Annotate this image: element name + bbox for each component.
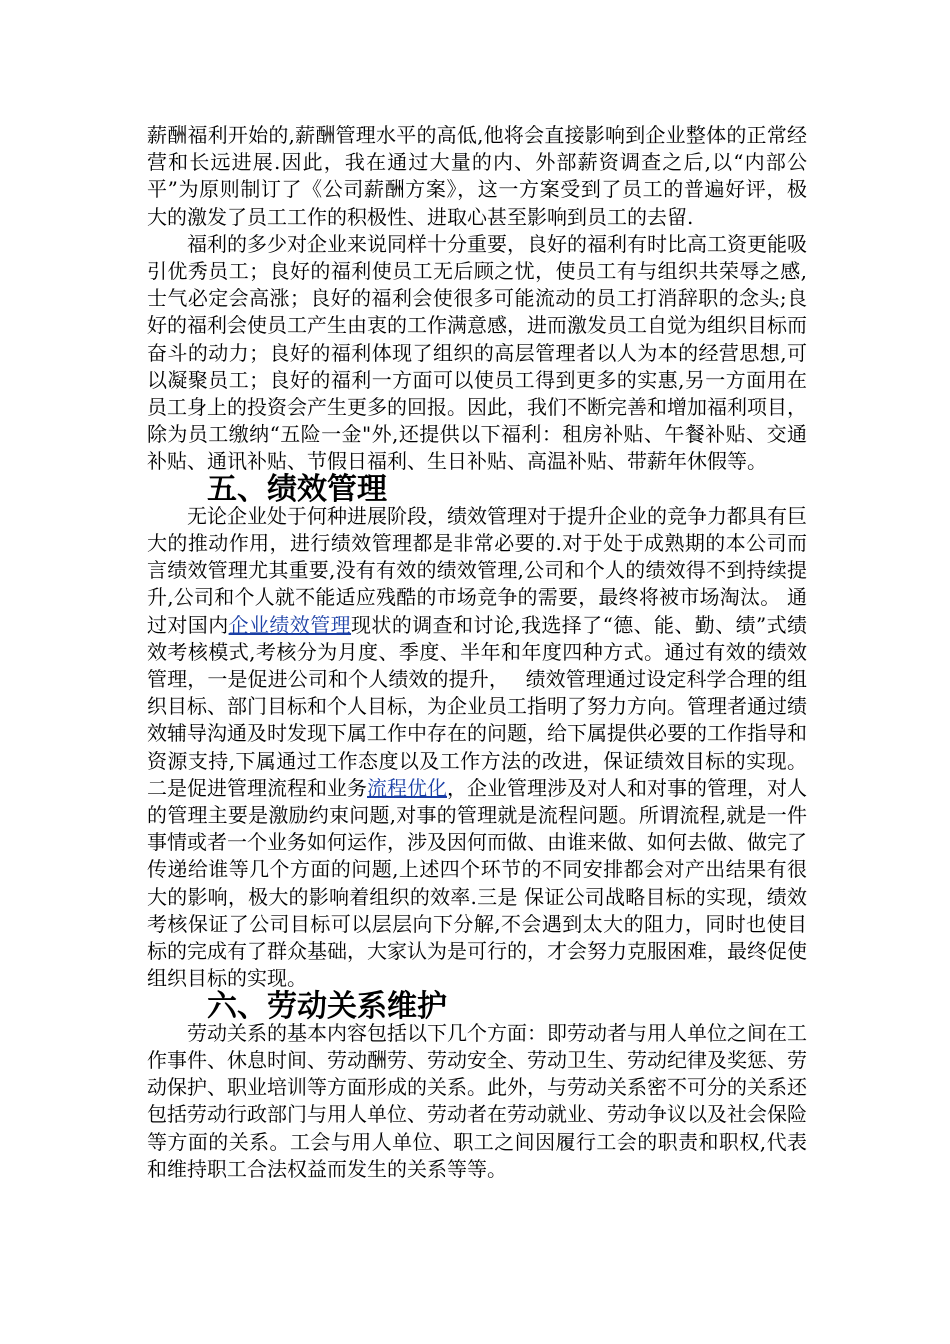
performance-text-part3: ，企业管理涉及对人和对事的管理，对人的管理主要是激励约束问题,对事的管理就是流程问题。所谓流程,就是一件事情或者一个业务如何运作，涉及因何而做、由谁来做、如何去做、做完了传递给谁等几个方面的问题,上述四个环节的不同安排都会对产出结果有很大的影响，极大的影响着组织的效率.三是 保证公司战略目标的实现，绩效考核保证了公司目标可以层层向下分解,不会遇到太大的阻力，同时也使目标的完成有了群众基础，大家认为是可行的，才会努力克服困难，最终促使组织目标的实现。 <box>147 775 807 991</box>
paragraph-performance <box>147 503 807 993</box>
link-process-optimization[interactable]: 流程优化 <box>367 775 447 800</box>
paragraph-labor-relations: 劳动关系的基本内容包括以下几个方面：即劳动者与用人单位之间在工作事件、休息时间、劳动酬劳、劳动安全、劳动卫生、劳动纪律及奖惩、劳动保护、职业培训等方面形成的关系。此外，与劳动关系密不可分的关系还包括劳动行政部门与用人单位、劳动者在劳动就业、劳动争议以及社会保险等方面的关系。工会与用人单位、职工之间因履行工会的职责和职权,代表和维持职工合法权益而发生的关系等等。 <box>147 1020 807 1181</box>
performance-text-part2: 现状的调查和讨论,我选择了“德、能、勤、绩”式绩效考核模式,考核分为月度、季度、半年和年度四种方式。通过有效的绩效管理，一是促进公司和个人绩效的提升， 绩效管理通过设定科学合理的组织目标、部门目标和个人目标，为企业员工指明了努力方向。管理者通过绩效辅导沟通及时发现下属工作中存在的问题，给下属提供必要的工作指导和资源支持,下属通过工作态度以及工作方法的改进，保证绩效目标的实现。二是促进管理流程和业务 <box>147 612 808 800</box>
document-page <box>147 122 807 1183</box>
paragraph-salary: 薪酬福利开始的,薪酬管理水平的高低,他将会直接影响到企业整体的正常经营和长远进展.因此，我在通过大量的内、外部薪资调查之后,以“内部公平”为原则制订了《公司薪酬方案》，这一方案受到了员工的普遍好评，极大的激发了员工工作的积极性、进取心甚至影响到员工的去留. <box>147 123 807 229</box>
performance-text-part1: 无论企业处于何种进展阶段，绩效管理对于提升企业的竞争力都具有巨大的推动作用，进行绩效管理都是非常必要的.对于处于成熟期的本公司而言绩效管理尤其重要,没有有效的绩效管理,公司和个人的绩效得不到持续提升,公司和个人就不能适应残酷的市场竞争的需要，最终将被市场淘汰。 通过对国内 <box>147 503 807 637</box>
section-heading-labor-relations: 六、劳动关系维护 <box>207 988 447 1024</box>
link-enterprise-performance-management[interactable]: 企业绩效管理 <box>228 612 352 637</box>
section-heading-performance: 五、绩效管理 <box>207 471 387 507</box>
paragraph-welfare: 福利的多少对企业来说同样十分重要，良好的福利有时比高工资更能吸引优秀员工；良好的福利使员工无后顾之忧，使员工有与组织共荣辱之感,士气必定会高涨；良好的福利会使很多可能流动的员工打消辞职的念头;良好的福利会使员工产生由衷的工作满意感，进而激发员工自觉为组织目标而奋斗的动力；良好的福利体现了组织的高层管理者以人为本的经营思想,可以凝聚员工；良好的福利一方面可以使员工得到更多的实惠,另一方面用在员工身上的投资会产生更多的回报。因此，我们不断完善和增加福利项目，除为员工缴纳“五险一金"外,还提供以下福利：租房补贴、午餐补贴、交通补贴、通讯补贴、节假日福利、生日补贴、高温补贴、带薪年休假等。 <box>147 231 807 474</box>
